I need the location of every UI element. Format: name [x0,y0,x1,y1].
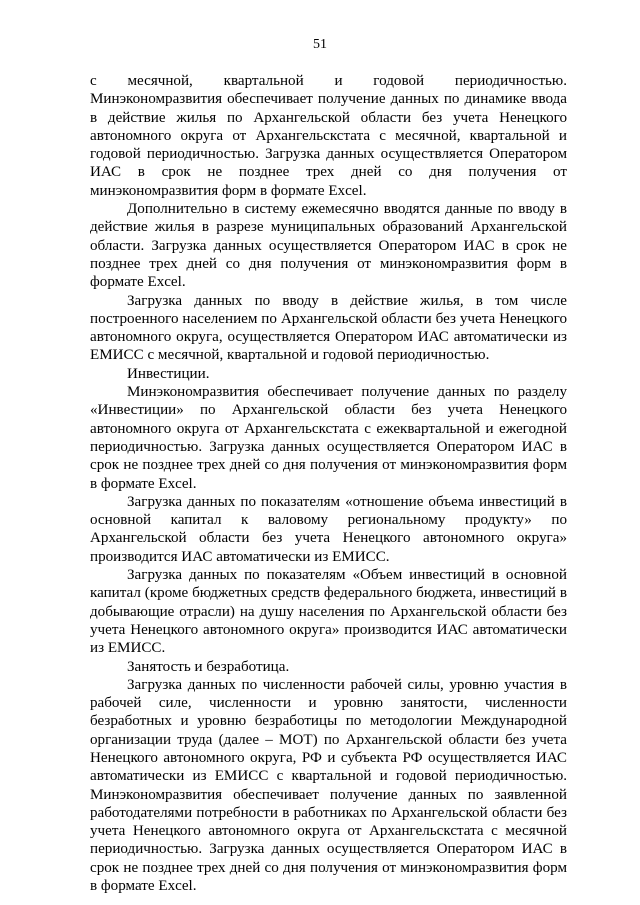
page-number: 51 [313,37,327,52]
paragraph-housing-municipal: Дополнительно в систему ежемесячно вводятся данные по вводу в действие жилья в разрезе муниципальных образований Архангельской области. Загрузка данных осуществляется Оператором ИАС в срок не позднее трех дней со дня получения от минэкономразвития форм в формате Excel. [90,201,567,291]
paragraph-employment-data: Загрузка данных по численности рабочей силы, уровню участия в рабочей силе, численности и уровню занятости, численности безработных и уровню безработицы по методологии Международной организации труда (далее – МОТ) по Архангельской области без учета Ненецкого автономного округа, РФ и субъекта РФ осуществляется ИАС автоматически из ЕМИСС с квартальной и годовой периодичностью. Минэкономразвития обеспечивает получение данных по заявленной работодателями потребности в работниках по Архангельской области без учета Ненецкого автономного округа от Архангельскстата с месячной периодичностью. Загрузка данных осуществляется Оператором ИАС в срок не позднее трех дней со дня получения от минэкономразвития форм в формате Excel. [90,676,567,895]
paragraph-housing-continuation: с месячной, квартальной и годовой периодичностью. Минэкономразвития обеспечивает получение данных по динамике ввода в действие жилья по Архангельской области без учета Ненецкого автономного округа от Архангельскстата с месячной, квартальной и годовой периодичностью. Загрузка данных осуществляется Оператором ИАС в срок не позднее трех дней со дня получения от минэкономразвития форм в формате Excel. [90,73,567,199]
section-heading-investments: Инвестиции. [127,365,210,382]
paragraph-investments-per-capita: Загрузка данных по показателям «Объем инвестиций в основной капитал (кроме бюджетных средств федерального бюджета, инвестиций в добывающие отрасли) на душу населения по Архангельской области без учета Ненецкого автономного округа» производится ИАС автоматически из ЕМИСС. [90,567,567,657]
paragraph-investments-grp-ratio: Загрузка данных по показателям «отношение объема инвестиций в основной капитал к валовому региональному продукту» по Архангельской области без учета Ненецкого автономного округа» производится ИАС автоматически из ЕМИСС. [90,493,567,565]
paragraph-housing-emiss: Загрузка данных по вводу в действие жилья, в том числе построенного населением по Архангельской области без учета Ненецкого автономного округа, осуществляется Оператором ИАС автоматически из ЕМИСС с месячной, квартальной и годовой периодичностью. [90,292,567,364]
paragraph-investments-data: Минэкономразвития обеспечивает получение данных по разделу «Инвестиции» по Архангельской области без учета Ненецкого автономного округа от Архангельскстата с ежеквартальной и ежегодной периодичностью. Загрузка данных осуществляется Оператором ИАС в срок не позднее трех дней со дня получения от минэкономразвития форм в формате Excel. [90,384,567,492]
document-body [90,72,567,895]
section-heading-employment: Занятость и безработица. [127,658,290,675]
